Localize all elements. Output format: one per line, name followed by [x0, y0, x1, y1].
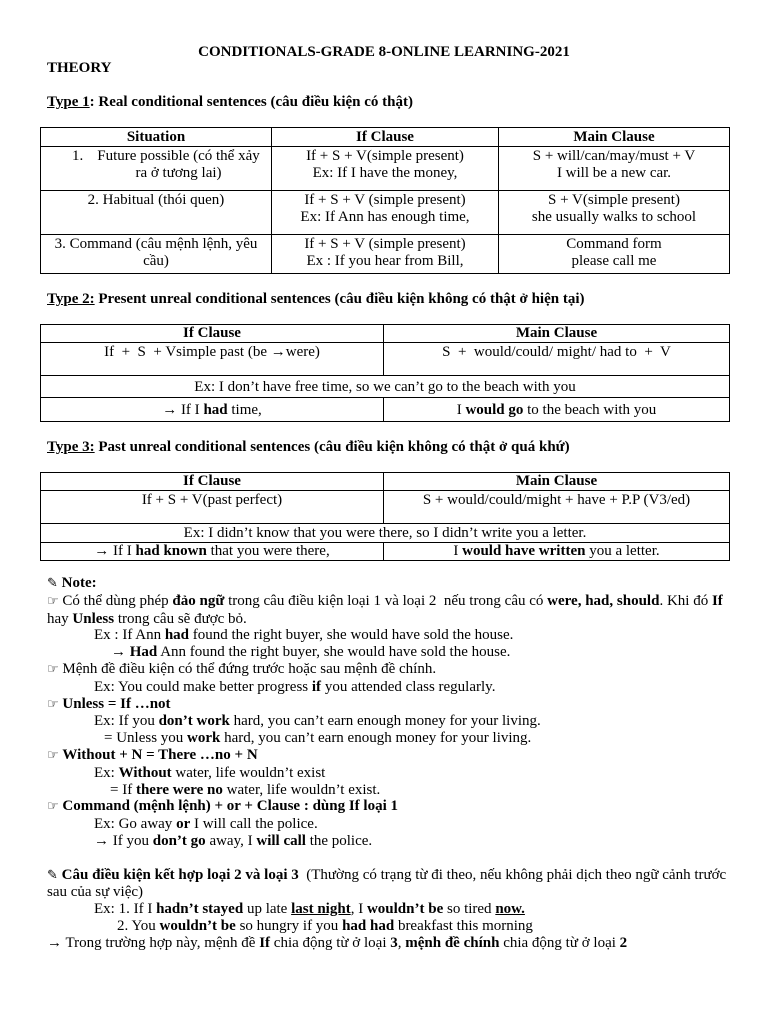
text-run: I [456, 401, 466, 418]
section-title: THEORY [47, 60, 112, 76]
main-example: I will be a new car. [556, 164, 672, 181]
notes-section [47, 575, 729, 952]
column-header-main-clause: Main Clause [384, 325, 730, 343]
text-run: , I [350, 901, 367, 918]
table-row [41, 398, 730, 422]
text-run: If [259, 934, 271, 951]
text-run: Unless [72, 610, 115, 627]
column-header-if-clause: If Clause [272, 128, 499, 147]
if-formula: If + S + V(past perfect) [41, 491, 384, 524]
list-number: 2. [87, 192, 99, 208]
table-row [41, 147, 730, 191]
main-formula: Command form [566, 236, 662, 252]
text-run: 3 [390, 934, 398, 951]
text-run: Có thể dùng phép [62, 592, 173, 609]
main-example: please call me [571, 252, 657, 269]
text-run: there were no [135, 781, 223, 798]
text-run: wouldn’t be [159, 917, 236, 934]
if-example: Ex : If you hear from Bill, [306, 252, 464, 269]
if-result [41, 543, 384, 561]
pencil-icon: ✎ [47, 867, 58, 883]
combo-heading [47, 867, 730, 901]
text-run: → [111, 644, 130, 661]
pointing-hand-icon: ☞ [47, 799, 59, 815]
table-header-row [41, 128, 730, 147]
table-row [41, 376, 730, 398]
text-run: had known [135, 543, 207, 559]
if-formula: If + S + Vsimple past (be →were) [41, 343, 384, 376]
text-run: hard, you can’t earn enough money for your living. [220, 730, 532, 747]
text-run: were, had, should [547, 592, 660, 609]
table-row [41, 343, 730, 376]
type3-table [40, 472, 730, 561]
situation-text: Command (câu mệnh lệnh, yêu cầu) [69, 236, 258, 269]
note-text [62, 747, 257, 763]
note-text [47, 593, 727, 627]
text-run: trong câu sẽ được bỏ. [114, 610, 247, 627]
text-run: Unless = If …not [62, 695, 171, 712]
if-formula: If + S + V(simple present) [306, 148, 464, 164]
text-run: trong câu điều kiện loại 1 và loại 2 nếu trong câu có [224, 592, 548, 609]
text-run: to the beach with you [523, 401, 657, 418]
text-run: (Thường có trạng từ đi theo, nếu không phải dịch theo ngữ cảnh trước sau của sự việc) [47, 866, 730, 901]
text-run: you a letter. [585, 543, 660, 559]
text-run: if [311, 678, 322, 695]
document-title: CONDITIONALS-GRADE 8-ONLINE LEARNING-2021 [198, 44, 570, 60]
note-heading: Note: [61, 575, 97, 591]
table-header-row [41, 473, 730, 491]
main-example: she usually walks to school [531, 208, 697, 225]
text-run: away, I [205, 832, 257, 849]
column-header-if-clause: If Clause [41, 473, 384, 491]
pointing-hand-icon: ☞ [47, 661, 59, 677]
main-result [384, 398, 730, 422]
text-run: found the right buyer, she would have sold the house. [189, 627, 514, 644]
text-run: hard, you can’t earn enough money for your living. [229, 713, 541, 730]
text-run: hadn’t stayed [156, 901, 244, 918]
text-run: or [176, 816, 191, 833]
text-run: I will call the police. [190, 816, 318, 833]
list-number: 1. [72, 148, 84, 164]
table-row [41, 491, 730, 524]
if-result [41, 398, 384, 422]
text-run: đảo ngữ [172, 592, 225, 609]
main-formula: S + would/could/ might/ had to + V [384, 343, 730, 376]
text-run: wouldn’t be [366, 901, 444, 918]
note-bullet [47, 696, 729, 714]
if-example: Ex: If I have the money, [312, 164, 458, 181]
table-header-row [41, 325, 730, 343]
text-run: don’t work [158, 713, 230, 730]
type2-heading [47, 291, 585, 308]
text-run: Câu điều kiện kết hợp loại 2 và loại 3 [61, 866, 299, 883]
text-run: chia động từ ở loại [270, 934, 391, 951]
text-run: , [397, 934, 406, 951]
pointing-hand-icon: ☞ [47, 593, 59, 609]
situation-cell [41, 191, 272, 235]
note-bullet [47, 798, 729, 816]
type1-table [40, 127, 730, 274]
note-example [47, 816, 729, 833]
text-run: Without [118, 764, 172, 781]
text-run: Without + N = There …no + N [62, 746, 258, 763]
type1-heading [47, 94, 413, 111]
text-run: Mệnh đề điều kiện có thể đứng trước hoặc sau mệnh đề chính. [62, 660, 437, 677]
text-run: If [711, 592, 723, 609]
text-run: had [164, 627, 190, 644]
text-run: Ex: Go away [94, 816, 177, 833]
text-run: : Real conditional sentences (câu điều kiện có thật) [89, 94, 413, 110]
note-bullet [47, 593, 729, 628]
text-run: → If I [94, 543, 136, 559]
text-run: Past unreal conditional sentences (câu điều kiện không có thật ở quá khứ) [94, 439, 570, 455]
text-run: so hungry if you [235, 917, 343, 934]
text-run: Type 3: [47, 439, 95, 455]
if-clause-cell [272, 235, 499, 274]
note-example-result [47, 644, 729, 661]
note-example-result [47, 833, 729, 850]
text-run: chia động từ ở loại [499, 934, 620, 951]
combo-heading-line [47, 867, 729, 902]
text-run: breakfast this morning [394, 917, 533, 934]
text-run: Ann found the right buyer, she would have sold the house. [157, 644, 511, 661]
type2-table [40, 324, 730, 422]
if-clause-cell [272, 147, 499, 191]
pencil-icon: ✎ [47, 576, 58, 591]
text-run: . Khi đó [659, 592, 712, 609]
main-result [384, 543, 730, 561]
combo-rule [47, 935, 729, 952]
text-run: Ex: If you [94, 713, 159, 730]
text-run: last night [291, 901, 351, 918]
situation-text: Habitual (thói quen) [102, 192, 225, 208]
text-run: up late [243, 901, 292, 918]
text-run: = If [110, 781, 136, 798]
note-example [47, 765, 729, 782]
text-run: Ex: [94, 764, 119, 781]
combo-example [47, 901, 729, 918]
note-heading-line [47, 575, 729, 593]
text-run: hay [47, 592, 727, 627]
text-run: water, life wouldn’t exist. [222, 781, 381, 798]
text-run: → If I [162, 401, 204, 418]
text-run: the police. [305, 832, 373, 849]
main-formula: S + V(simple present) [548, 192, 680, 208]
text-run: 2. You [117, 917, 160, 934]
example-sentence: Ex: I didn’t know that you were there, so I didn’t write you a letter. [41, 524, 730, 543]
main-formula: S + will/can/may/must + V [532, 148, 696, 164]
text-run: → If you [94, 832, 153, 849]
note-example [47, 679, 729, 696]
if-example: Ex: If Ann has enough time, [300, 208, 470, 225]
text-run: had had [342, 917, 395, 934]
situation-text: Future possible (có thể xảy ra ở tương lai) [97, 148, 260, 181]
column-header-main-clause: Main Clause [384, 473, 730, 491]
text-run: you attended class regularly. [321, 678, 496, 695]
text-run: → Trong trường hợp này, mệnh đề [47, 934, 260, 951]
table-row [41, 543, 730, 561]
if-formula: If + S + V (simple present) [304, 236, 466, 252]
column-header-situation: Situation [41, 128, 272, 147]
text-run: Ex : If Ann [94, 627, 165, 644]
situation-cell [41, 235, 272, 274]
main-clause-cell [499, 147, 730, 191]
note-text [62, 798, 398, 814]
note-bullet [47, 747, 729, 765]
text-run: that you were there, [206, 543, 330, 559]
text-run: Had [129, 644, 158, 661]
column-header-if-clause: If Clause [41, 325, 384, 343]
spacer [47, 850, 729, 867]
note-example [47, 627, 729, 644]
list-number: 3. [54, 236, 66, 252]
text-run: don’t go [152, 832, 206, 849]
if-clause-cell [272, 191, 499, 235]
main-clause-cell [499, 235, 730, 274]
table-row [41, 524, 730, 543]
pointing-hand-icon: ☞ [47, 696, 59, 712]
text-run: mệnh đề chính [405, 934, 500, 951]
text-run: had [203, 401, 228, 418]
situation-cell [41, 147, 272, 191]
numbered-item [44, 148, 268, 182]
text-run: Ex: You could make better progress [94, 678, 312, 695]
text-run: Type 2: [47, 291, 95, 307]
type3-heading [47, 439, 570, 456]
text-run: would have written [462, 543, 586, 559]
note-example-equivalent [47, 730, 729, 747]
main-clause-cell [499, 191, 730, 235]
note-bullet [47, 661, 729, 679]
column-header-main-clause: Main Clause [499, 128, 730, 147]
table-row [41, 191, 730, 235]
text-run: Ex: 1. If I [94, 901, 157, 918]
text-run: so tired [443, 901, 496, 918]
text-run: Present unreal conditional sentences (câu điều kiện không có thật ở hiện tại) [94, 291, 585, 307]
text-run: Command (mệnh lệnh) + or + Clause : dùng If loại 1 [62, 798, 399, 815]
text-run: water, life wouldn’t exist [171, 764, 326, 781]
pointing-hand-icon: ☞ [47, 747, 59, 763]
example-sentence: Ex: I don’t have free time, so we can’t go to the beach with you [41, 376, 730, 398]
combo-example [47, 918, 729, 935]
text-run: work [187, 730, 221, 747]
note-text [62, 661, 436, 677]
note-example-equivalent [47, 782, 729, 799]
text-run: 2 [619, 934, 628, 951]
if-formula: If + S + V (simple present) [304, 192, 466, 208]
table-row [41, 235, 730, 274]
text-run: I [453, 543, 463, 559]
note-text [62, 696, 170, 712]
text-run: time, [227, 401, 262, 418]
note-example [47, 713, 729, 730]
text-run: would go [465, 401, 524, 418]
text-run: Type 1 [47, 94, 90, 110]
main-formula: S + would/could/might + have + P.P (V3/ed) [384, 491, 730, 524]
text-run: will call [256, 832, 306, 849]
text-run: now. [495, 901, 525, 918]
text-run: = Unless you [104, 730, 188, 747]
